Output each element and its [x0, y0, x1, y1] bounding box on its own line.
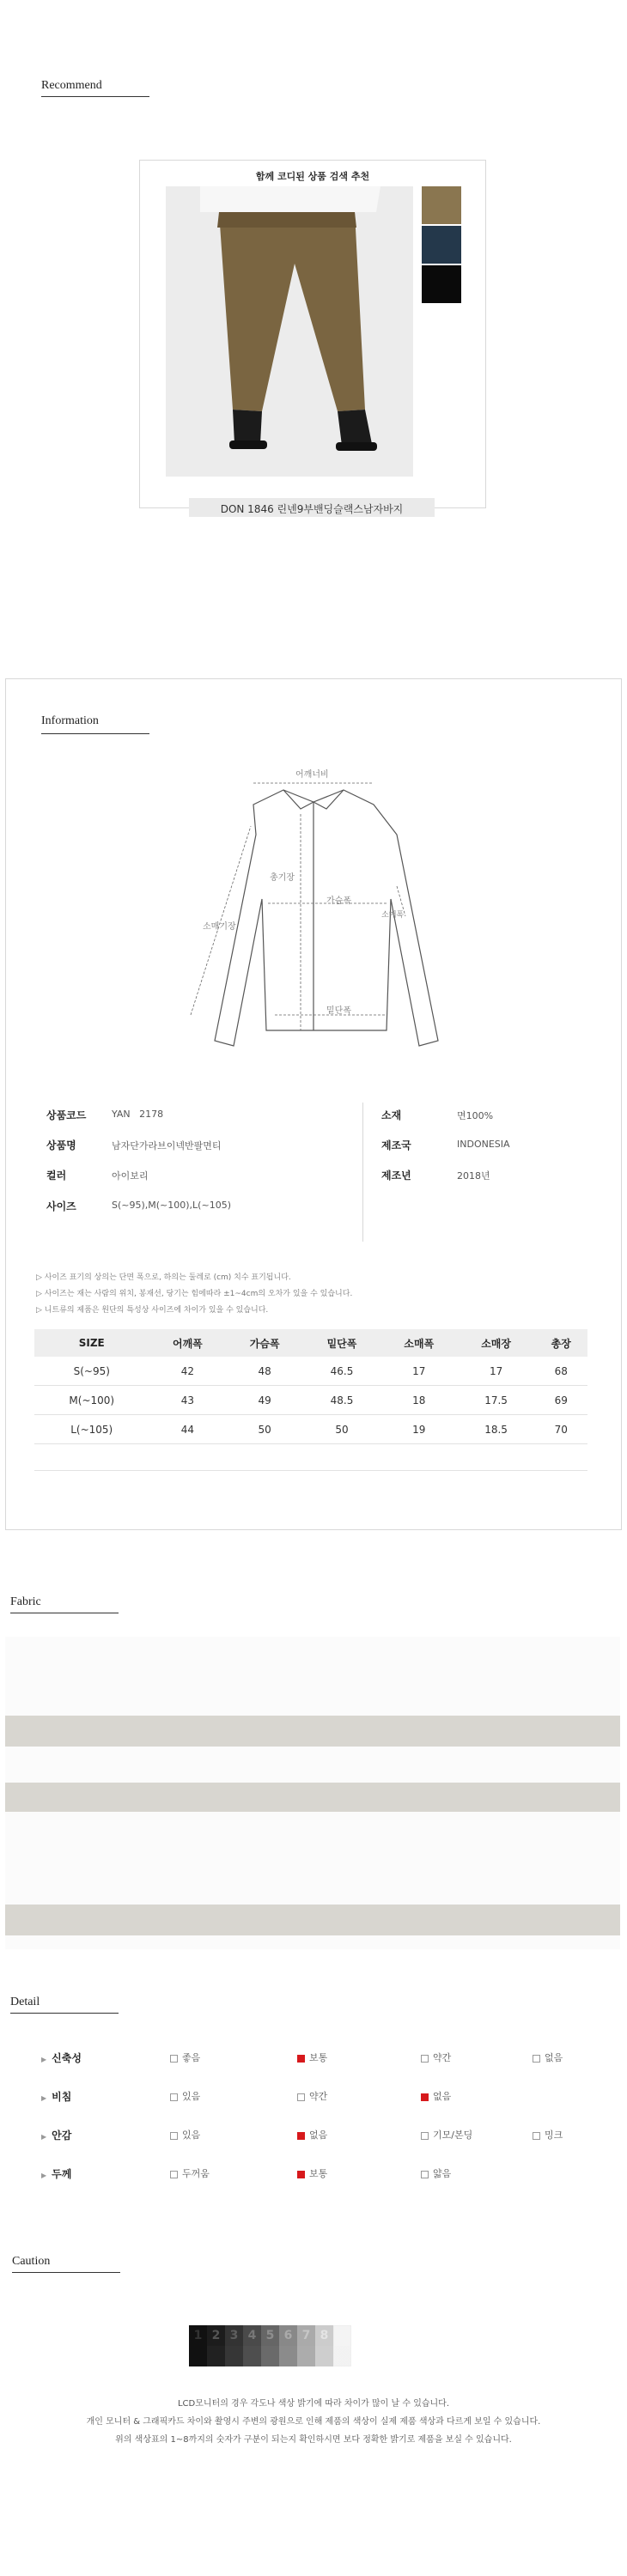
- caution-line-2: 개인 모니터 & 그래픽카드 차이와 촬영시 주변의 광원으로 인해 제품의 색상이 실제 제품 색상과 다르게 보일 수 있습니다.: [86, 2417, 541, 2427]
- fabric-swatch-image: [5, 1637, 620, 1949]
- fabric-stripe: [5, 1783, 620, 1812]
- detail-option-text: 없음: [545, 2052, 563, 2063]
- size-header-cell: 밑단폭: [303, 1329, 380, 1357]
- size-header-cell: 소매장: [458, 1329, 535, 1357]
- detail-option[interactable]: [421, 2166, 451, 2180]
- detail-option-text: 보통: [309, 2168, 328, 2179]
- detail-option-text: 있음: [182, 2091, 201, 2102]
- detail-option-text: 없음: [433, 2091, 452, 2102]
- recommend-product-name[interactable]: DON 1846 린넨9부밴딩슬랙스남자바지: [220, 503, 404, 515]
- info-value-material: 면100%: [457, 1110, 494, 1121]
- checkbox-icon[interactable]: [533, 2132, 540, 2140]
- triangle-bullet-icon: ▶: [41, 2094, 47, 2102]
- detail-label-stretch: [41, 2050, 82, 2065]
- detail-option-text: 두꺼움: [182, 2168, 210, 2179]
- info-label-material: 소재: [381, 1109, 402, 1121]
- info-label-size: 사이즈: [46, 1200, 76, 1212]
- table-row: [34, 1386, 587, 1415]
- size-cell: 68: [534, 1357, 587, 1386]
- triangle-bullet-icon: ▶: [41, 2172, 47, 2179]
- size-header-cell: 가슴폭: [226, 1329, 303, 1357]
- detail-option-text: 밍크: [545, 2129, 563, 2141]
- shirt-measurement-diagram: [172, 757, 455, 1049]
- detail-option-text: 약간: [433, 2052, 452, 2063]
- checkbox-checked-icon[interactable]: [421, 2093, 429, 2101]
- fabric-title: Fabric: [10, 1595, 41, 1608]
- note-triangle-icon: ▷: [36, 1273, 45, 1282]
- recommend-heading: 함께 코디된 상품 검색 추천: [255, 171, 370, 182]
- checkbox-checked-icon[interactable]: [297, 2055, 305, 2063]
- detail-title: Detail: [10, 1996, 40, 2008]
- size-note-1: [36, 1271, 291, 1282]
- gray-scale-bottom-row: [207, 2346, 351, 2366]
- info-value-country: INDONESIA: [457, 1139, 510, 1150]
- size-cell: 48: [226, 1357, 303, 1386]
- size-cell: 42: [149, 1357, 227, 1386]
- checkbox-icon[interactable]: [533, 2055, 540, 2063]
- checkbox-icon[interactable]: [421, 2171, 429, 2178]
- gray-step-number: 2: [211, 2329, 221, 2342]
- size-note-3: [36, 1303, 268, 1315]
- diagram-label-hem: 밑단폭: [326, 1006, 351, 1016]
- caution-line-3: 위의 색상표의 1~8까지의 숫자가 구분이 되는지 확인하시면 보다 정확한 밝기로 제품을 보실 수 있습니다.: [115, 2435, 512, 2445]
- fabric-stripe: [5, 1716, 620, 1747]
- size-cell: 19: [380, 1415, 458, 1444]
- caution-title-underline: [12, 2272, 120, 2273]
- detail-label-text: 비침: [52, 2091, 72, 2103]
- detail-label-thickness: [41, 2166, 71, 2181]
- detail-option-text: 보통: [309, 2052, 328, 2063]
- diagram-label-sleeve-width: 소매폭: [381, 911, 405, 920]
- info-value-size: S(~95),M(~100),L(~105): [112, 1200, 231, 1211]
- caution-line-1: LCD모니터의 경우 각도나 색상 밝기에 따라 차이가 많이 날 수 있습니다.: [177, 2399, 450, 2409]
- checkbox-checked-icon[interactable]: [297, 2171, 305, 2178]
- size-cell: 43: [149, 1386, 227, 1415]
- table-row: [34, 1415, 587, 1444]
- checkbox-icon[interactable]: [421, 2132, 429, 2140]
- info-label-product-name: 상품명: [46, 1139, 76, 1151]
- info-divider: [362, 1103, 363, 1242]
- detail-option[interactable]: [170, 2050, 200, 2064]
- detail-option-text: 있음: [182, 2129, 201, 2141]
- triangle-bullet-icon: ▶: [41, 2056, 47, 2063]
- detail-option-text: 좋음: [182, 2052, 201, 2063]
- size-cell: 44: [149, 1415, 227, 1444]
- detail-option[interactable]: [421, 2128, 472, 2142]
- note-triangle-icon: ▷: [36, 1290, 45, 1298]
- gray-step-number: 3: [229, 2329, 239, 2342]
- diagram-label-total-length: 총기장: [270, 873, 295, 883]
- triangle-bullet-icon: ▶: [41, 2133, 47, 2141]
- diagram-label-chest: 가슴폭: [326, 896, 351, 906]
- recommend-title: Recommend: [41, 79, 102, 92]
- detail-label-text: 신축성: [52, 2052, 82, 2064]
- swatch-black[interactable]: [422, 265, 461, 303]
- checkbox-checked-icon[interactable]: [297, 2132, 305, 2140]
- detail-title-underline: [10, 2013, 119, 2014]
- size-cell: 50: [226, 1415, 303, 1444]
- info-value-color: 아이보리: [112, 1170, 149, 1182]
- diagram-label-sleeve-length: 소매기장: [203, 922, 236, 932]
- size-header-cell: 총장: [534, 1329, 587, 1357]
- gray-step-number: 1: [193, 2329, 203, 2342]
- product-photo[interactable]: [166, 186, 413, 477]
- size-header-cell: SIZE: [34, 1329, 149, 1357]
- detail-option[interactable]: [170, 2089, 200, 2103]
- size-cell: 17: [380, 1357, 458, 1386]
- detail-option-selected[interactable]: [421, 2089, 451, 2103]
- info-label-country: 제조국: [381, 1139, 411, 1151]
- size-cell: 69: [534, 1386, 587, 1415]
- checkbox-icon[interactable]: [170, 2171, 178, 2178]
- recommend-title-underline: [41, 96, 149, 97]
- detail-option-text: 얇음: [433, 2168, 452, 2179]
- pants-illustration: [166, 186, 413, 477]
- gray-scale-chart: [189, 2325, 436, 2366]
- size-note-text: 니트류의 제품은 원단의 특성상 사이즈에 차이가 있을 수 있습니다.: [44, 1306, 269, 1315]
- detail-label-text: 두께: [52, 2168, 72, 2180]
- checkbox-icon[interactable]: [170, 2132, 178, 2140]
- size-cell: 46.5: [303, 1357, 380, 1386]
- information-title: Information: [41, 714, 99, 727]
- gray-step-number: 5: [265, 2329, 275, 2342]
- size-note-text: 사이즈 표기의 상의는 단면 폭으로, 하의는 둘레로 (cm) 치수 표기됩니다.: [44, 1273, 291, 1282]
- size-table-bottom-rule: [34, 1470, 587, 1471]
- recommend-card[interactable]: [139, 160, 486, 508]
- gray-step-number: 6: [283, 2329, 293, 2342]
- info-value-product-name: 남자단가라브이넥반팔면티: [112, 1140, 222, 1151]
- size-cell: 70: [534, 1415, 587, 1444]
- checkbox-icon[interactable]: [297, 2093, 305, 2101]
- size-cell: M(~100): [34, 1386, 149, 1415]
- size-note-2: [36, 1287, 352, 1298]
- size-cell: 48.5: [303, 1386, 380, 1415]
- info-label-color: 컬러: [46, 1170, 67, 1182]
- note-triangle-icon: ▷: [36, 1306, 45, 1315]
- size-table: [34, 1329, 587, 1444]
- size-header-cell: 어깨폭: [149, 1329, 227, 1357]
- gray-step: [189, 2325, 207, 2366]
- detail-label-lining: [41, 2128, 71, 2142]
- detail-option-text: 기모/본딩: [433, 2129, 473, 2141]
- size-cell: 17.5: [458, 1386, 535, 1415]
- diagram-label-shoulder: 어깨너비: [295, 770, 329, 780]
- caution-title: Caution: [12, 2255, 51, 2268]
- detail-option-selected[interactable]: [297, 2050, 327, 2064]
- gray-step-number: 4: [247, 2329, 257, 2342]
- detail-option-selected[interactable]: [297, 2166, 327, 2180]
- detail-label-text: 안감: [52, 2129, 72, 2142]
- size-note-text: 사이즈는 재는 사람의 위치, 봉재선, 당기는 힘에따라 ±1~4cm의 오차가 있을 수 있습니다.: [44, 1290, 353, 1298]
- detail-label-sheer: [41, 2089, 71, 2104]
- size-cell: 49: [226, 1386, 303, 1415]
- swatch-navy[interactable]: [422, 226, 461, 264]
- detail-option[interactable]: [533, 2128, 563, 2142]
- size-table-header: [34, 1329, 587, 1357]
- information-title-underline: [41, 733, 149, 734]
- size-cell: S(~95): [34, 1357, 149, 1386]
- detail-option[interactable]: [170, 2128, 200, 2142]
- size-cell: 50: [303, 1415, 380, 1444]
- checkbox-icon[interactable]: [170, 2093, 178, 2101]
- gray-step-number: 8: [320, 2329, 329, 2342]
- size-header-cell: 소매폭: [380, 1329, 458, 1357]
- detail-option[interactable]: [297, 2089, 327, 2103]
- checkbox-icon[interactable]: [170, 2055, 178, 2063]
- fabric-stripe: [5, 1905, 620, 1935]
- swatch-olive[interactable]: [422, 186, 461, 224]
- detail-option-text: 없음: [309, 2129, 328, 2141]
- gray-step-number: 7: [301, 2329, 311, 2342]
- table-row: [34, 1357, 587, 1386]
- detail-option[interactable]: [533, 2050, 563, 2064]
- size-cell: 17: [458, 1357, 535, 1386]
- size-cell: 18.5: [458, 1415, 535, 1444]
- size-cell: 18: [380, 1386, 458, 1415]
- detail-option[interactable]: [170, 2166, 210, 2180]
- info-value-product-code: YAN 2178: [112, 1109, 164, 1120]
- info-label-year: 제조년: [381, 1170, 411, 1182]
- info-value-year: 2018년: [457, 1170, 490, 1182]
- detail-option[interactable]: [421, 2050, 451, 2064]
- detail-option-selected[interactable]: [297, 2128, 327, 2142]
- checkbox-icon[interactable]: [421, 2055, 429, 2063]
- info-label-product-code: 상품코드: [46, 1109, 87, 1121]
- detail-option-text: 약간: [309, 2091, 328, 2102]
- size-cell: L(~105): [34, 1415, 149, 1444]
